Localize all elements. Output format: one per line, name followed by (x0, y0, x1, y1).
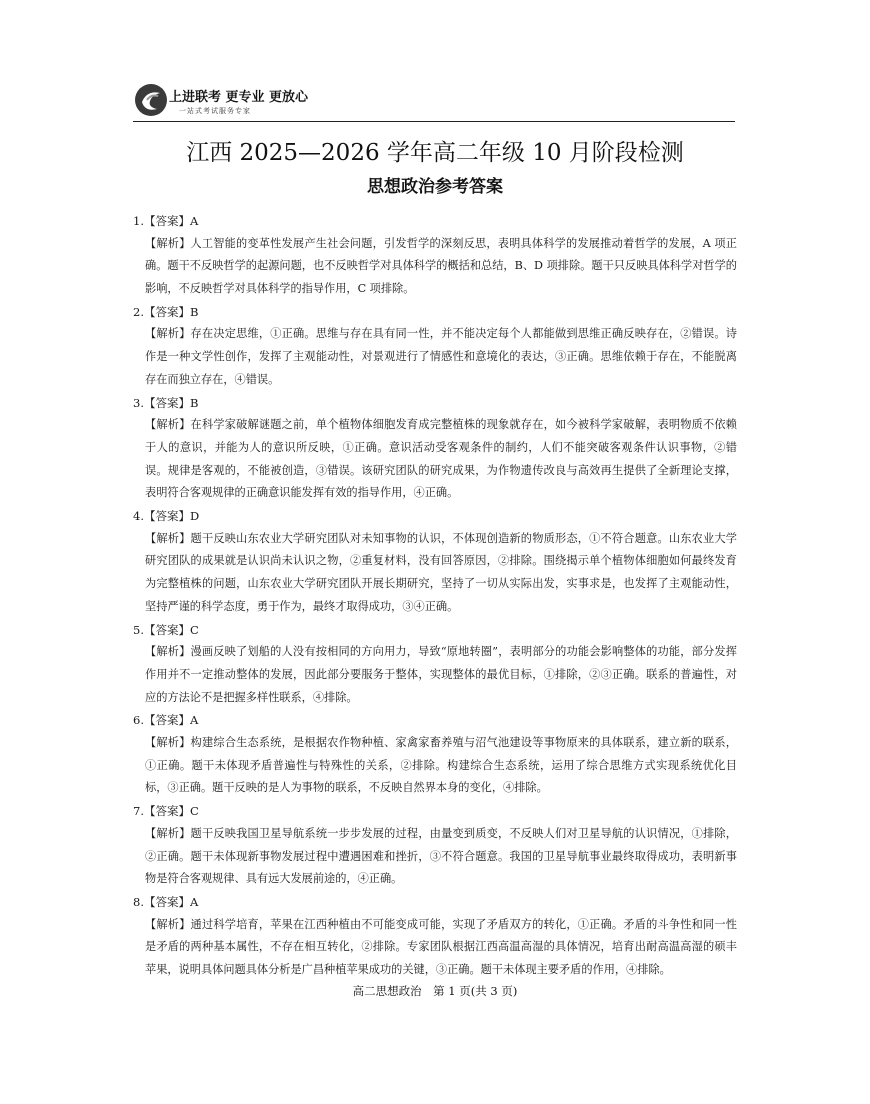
logo-swirl-icon (133, 82, 169, 118)
answer-item (133, 709, 737, 800)
answer-key: 6.【答案】A (133, 713, 199, 728)
page-subtitle: 思想政治参考答案 (367, 177, 503, 197)
answer-key: 5.【答案】C (133, 622, 199, 637)
answer-analysis: 【解析】人工智能的变革性发展产生社会问题，引发哲学的深刻反思，表明具体科学的发展推动着哲学的发展，A 项正确。题干不反映哲学的起源问题，也不反映哲学对具体科学的概括和总结，B、D 项排除。题干只反映具体科学对哲学的影响，不反映哲学对具体科学的指导作用，C 项排除。 (145, 236, 737, 296)
answer-key: 1.【答案】A (133, 214, 199, 228)
answer-key: 4.【答案】D (133, 509, 200, 524)
header (133, 82, 733, 122)
answer-key: 3.【答案】B (133, 395, 199, 410)
answer-analysis: 【解析】漫画反映了划船的人没有按相同的方向用力，导致“原地转圈”，表明部分的功能会影响整体的功能，部分发挥作用并不一定推动整体的发展，因此部分要服务于整体，实现整体的最优目标，①排除，②③正确。联系的普遍性，对应的方法论不是把握多样性联系，④排除。 (145, 645, 737, 704)
answer-analysis: 【解析】构建综合生态系统，是根据农作物种植、家禽家畜养殖与沼气池建设等事物原来的具体联系，建立新的联系，①正确。题干未体现矛盾普遍性与特殊性的关系，②排除。构建综合生态系统，运用了综合思维方式实现系统优化目标，③正确。题干反映的是人为事物的联系，不反映自然界本身的变化，④排除。 (145, 736, 737, 795)
answer-list (133, 210, 737, 982)
brand-subslogan: 一站式考试服务专家 (179, 107, 251, 115)
answer-item (133, 800, 737, 891)
answer-analysis: 【解析】在科学家破解谜题之前，单个植物体细胞发育成完整植株的现象就存在，如今被科学家破解，表明物质不依赖于人的意识，并能为人的意识所反映，①正确。意识活动受客观条件的制约，人们不能突破客观条件认识事物，②错误。规律是客观的，不能被创造，③错误。该研究团队的研究成果，为作物遗传改良与高效再生提供了全新理论支撑，表明符合客观规律的正确意识能发挥有效的指导作用，④正确。 (145, 418, 737, 500)
header-divider (133, 121, 735, 122)
answer-item (133, 505, 737, 619)
answer-analysis: 【解析】存在决定思维，①正确。思维与存在具有同一性，并不能决定每个人都能做到思维正确反映存在，②错误。诗作是一种文学性创作，发挥了主观能动性，对景观进行了情感性和意境化的表达，③正确。思维依赖于存在，不能脱离存在而独立存在，④错误。 (145, 327, 737, 386)
answer-item (133, 619, 737, 710)
answer-analysis: 【解析】题干反映我国卫星导航系统一步步发展的过程，由量变到质变，不反映人们对卫星导航的认识情况，①排除，②正确。题干未体现新事物发展过程中遭遇困难和挫折，③不符合题意。我国的卫星导航事业最终取得成功，表明新事物是符合客观规律、具有远大发展前途的，④正确。 (145, 826, 737, 886)
answer-item (133, 301, 737, 392)
answer-item (133, 210, 737, 301)
answer-analysis: 【解析】通过科学培育，苹果在江西种植由不可能变成可能，实现了矛盾双方的转化，①正确。矛盾的斗争性和同一性是矛盾的两种基本属性，不存在相互转化，②排除。专家团队根据江西高温高湿的具体情况，培育出耐高温高湿的硕丰苹果，说明具体问题具体分析是广昌种植苹果成功的关键，③正确。题干未体现主要矛盾的作用，④排除。 (145, 917, 737, 977)
answer-item (133, 891, 737, 982)
answer-key: 7.【答案】C (133, 804, 199, 819)
page-title: 江西 2025—2026 学年高二年级 10 月阶段检测 (186, 140, 684, 166)
answer-item (133, 392, 737, 506)
answer-key: 8.【答案】A (133, 894, 199, 909)
answer-key: 2.【答案】B (133, 304, 199, 319)
brand-slogan: 上进联考 更专业 更放心 (169, 90, 309, 105)
answer-analysis: 【解析】题干反映山东农业大学研究团队对未知事物的认识，不体现创造新的物质形态，①不符合题意。山东农业大学研究团队的成果就是认识尚未认识之物，②重复材料，没有回答原因，②排除。围绕揭示单个植物体细胞如何最终发育为完整植株的问题，山东农业大学研究团队开展长期研究，坚持了一切从实际出发，实事求是，也发挥了主观能动性，坚持严谨的科学态度，勇于作为，最终才取得成功，③④正确。 (145, 531, 737, 613)
page-footer: 高二思想政治 第 1 页(共 3 页) (352, 984, 518, 998)
